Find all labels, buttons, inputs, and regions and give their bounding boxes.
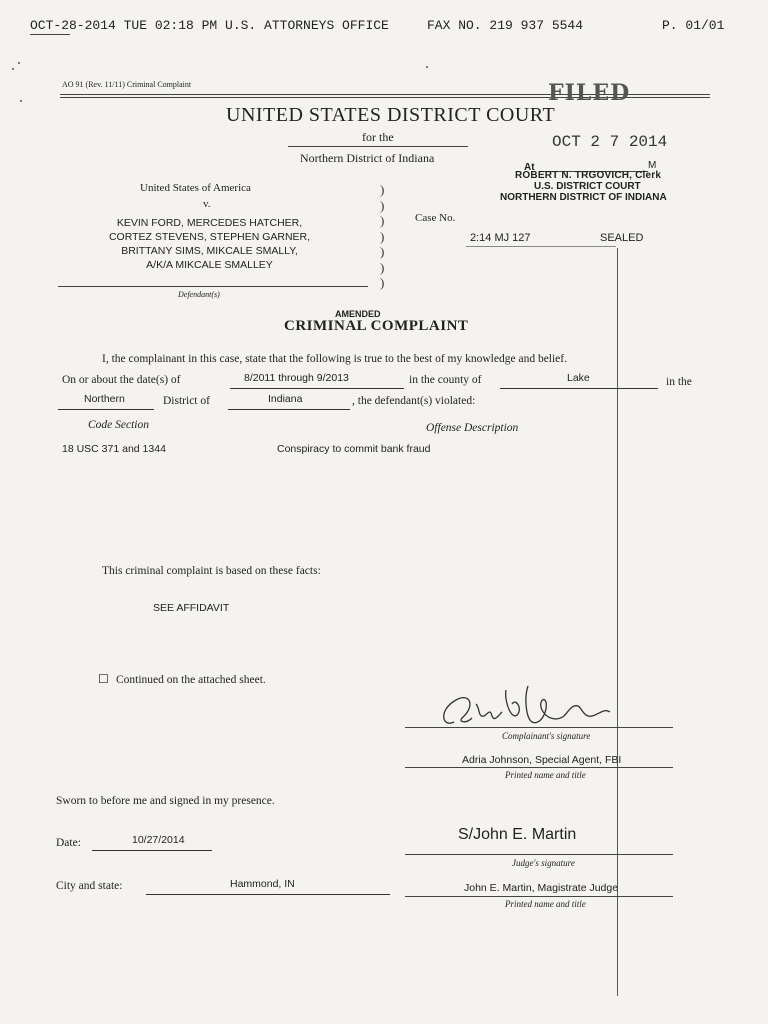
defendants-rule	[58, 286, 368, 287]
fax-header-datetime: OCT-28-2014 TUE 02:18 PM U.S. ATTORNEYS OFFICE	[30, 18, 389, 33]
court-district: Northern District of Indiana	[300, 151, 435, 165]
date-label: Date:	[56, 837, 81, 849]
court-for-the: for the	[362, 130, 394, 144]
offense-value: Conspiracy to commit bank fraud	[277, 443, 431, 455]
defendant-line-1: KEVIN FORD, MERCEDES HATCHER,	[116, 217, 303, 229]
case-no-label: Case No.	[415, 212, 456, 224]
facts-value: SEE AFFIDAVIT	[153, 602, 230, 614]
scan-speck	[12, 68, 14, 70]
defendant-line-4: A/K/A MIKCALE SMALLEY	[146, 259, 273, 271]
scan-speck	[18, 62, 20, 64]
for-the-underline	[288, 146, 468, 147]
form-id: AO 91 (Rev. 11/11) Criminal Complaint	[62, 80, 192, 89]
sworn-statement: Sworn to before me and signed in my presence.	[56, 795, 275, 807]
filed-stamp-district: NORTHERN DISTRICT OF INDIANA	[500, 192, 667, 203]
amended-label: AMENDED	[335, 309, 381, 319]
judge-printed-name: John E. Martin, Magistrate Judge	[464, 882, 619, 894]
fax-header-number: FAX NO. 219 937 5544	[427, 18, 584, 33]
court-title: UNITED STATES DISTRICT COURT	[226, 104, 556, 126]
fax-header-page: P. 01/01	[662, 18, 725, 33]
case-no: 2:14 MJ 127	[470, 232, 531, 244]
county-label: in the county of	[409, 374, 482, 386]
complainant-signature-line	[405, 727, 673, 728]
scan-speck	[426, 66, 428, 68]
continued-label: Continued on the attached sheet.	[116, 674, 266, 686]
facts-intro: This criminal complaint is based on these facts:	[102, 565, 321, 577]
judge-signature: S/John E. Martin	[458, 826, 577, 843]
county-value: Lake	[567, 372, 590, 384]
defendant-line-2: CORTEZ STEVENS, STEPHEN GARNER,	[108, 231, 311, 243]
plaintiff-name: United States of America	[140, 182, 251, 194]
defendant-line-3: BRITTANY SIMS, MIKCALE SMALLY,	[121, 245, 298, 257]
scan-speck	[20, 100, 22, 102]
complainant-printed-line	[405, 767, 673, 768]
complainant-printed-label: Printed name and title	[505, 770, 586, 780]
district-value: Northern	[84, 393, 125, 405]
continued-checkbox[interactable]: ☐	[98, 672, 109, 686]
fax-header-underline	[30, 34, 70, 35]
offense-label: Offense Description	[426, 422, 519, 434]
document-title: CRIMINAL COMPLAINT	[284, 318, 469, 334]
defendants-label: Defendant(s)	[178, 290, 220, 299]
caption-parens: ) ) ) ) ) ) )	[380, 182, 385, 290]
state-value: Indiana	[268, 393, 303, 405]
district-of-label: District of	[163, 395, 210, 407]
code-section-value: 18 USC 371 and 1344	[62, 443, 166, 455]
sealed-label: SEALED	[600, 232, 644, 244]
complainant-signature-scribble	[432, 678, 632, 734]
judge-printed-line	[405, 896, 673, 897]
date-value: 10/27/2014	[132, 834, 185, 846]
on-or-about-label: On or about the date(s) of	[62, 374, 181, 386]
filed-stamp-date: OCT 2 7 2014	[552, 133, 668, 151]
complainant-printed-name: Adria Johnson, Special Agent, FBI	[462, 754, 622, 766]
case-no-underline	[466, 246, 616, 247]
filed-stamp-at: At	[524, 162, 535, 173]
complainant-statement: I, the complainant in this case, state that the following is true to the best of my knowledge and belief.	[102, 353, 567, 365]
city-label: City and state:	[56, 880, 123, 892]
judge-printed-label: Printed name and title	[505, 899, 586, 909]
filed-stamp-m: M	[648, 160, 657, 171]
in-the-label: in the	[666, 376, 692, 388]
complainant-signature-label: Complainant's signature	[502, 731, 591, 741]
judge-signature-line	[405, 854, 673, 855]
dates-value: 8/2011 through 9/2013	[244, 372, 349, 384]
city-value: Hammond, IN	[230, 878, 295, 890]
filed-stamp-court: U.S. DISTRICT COURT	[534, 181, 641, 192]
versus: v.	[203, 198, 211, 210]
judge-signature-label: Judge's signature	[512, 858, 575, 868]
violated-label: , the defendant(s) violated:	[352, 395, 476, 407]
filed-stamp: FILED	[548, 80, 631, 106]
filed-stamp-clerk: ROBERT N. TRGOVICH, Clerk	[515, 170, 662, 181]
code-section-label: Code Section	[88, 419, 149, 431]
